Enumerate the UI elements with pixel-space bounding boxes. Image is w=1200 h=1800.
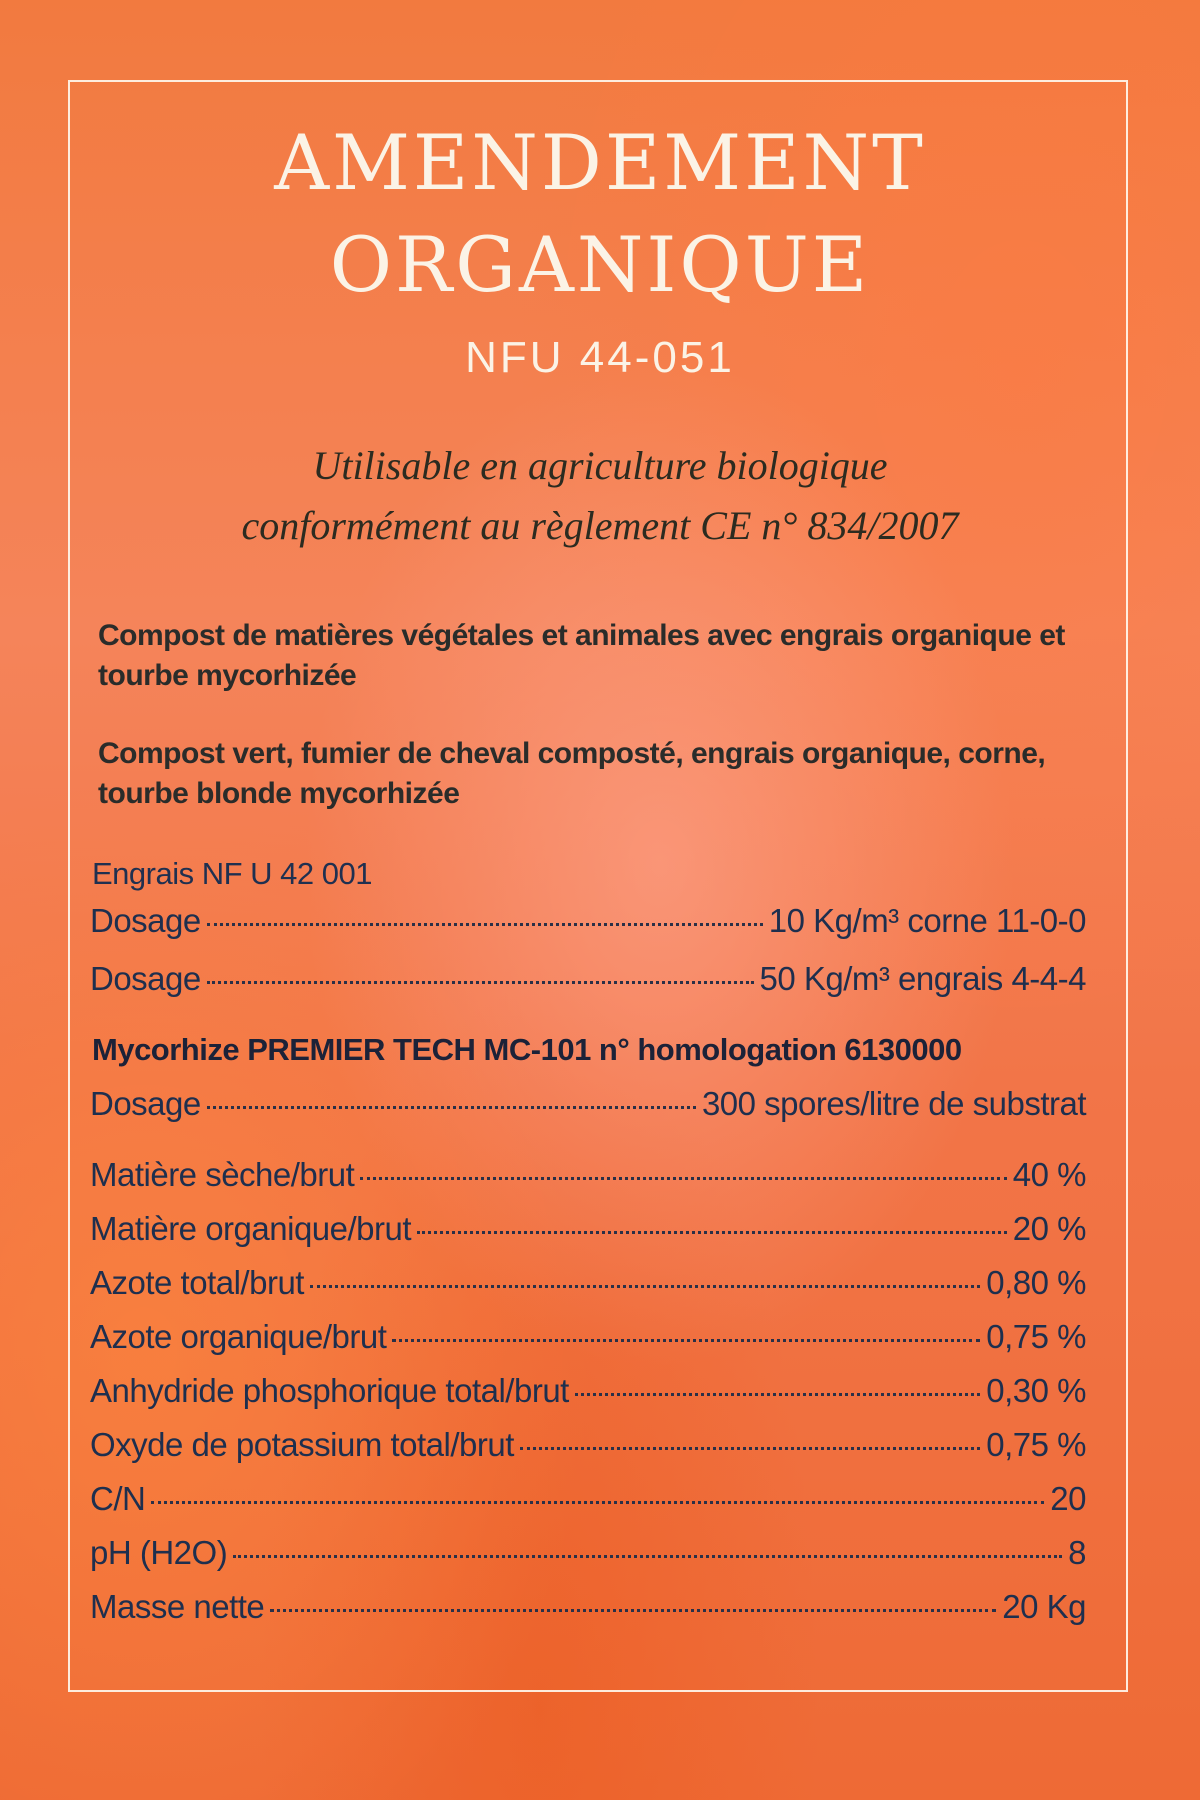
analysis-row xyxy=(90,1210,1086,1248)
dot-leader xyxy=(310,1285,980,1288)
row-value: 0,75 % xyxy=(986,1426,1086,1463)
row-value: 8 xyxy=(1068,1534,1086,1571)
row-label: Anhydride phosphorique total/brut xyxy=(90,1372,569,1409)
engrais-heading: Engrais NF U 42 001 xyxy=(92,856,372,891)
row-label: Dosage xyxy=(90,960,201,997)
engrais-row xyxy=(90,960,1086,998)
row-label: Azote organique/brut xyxy=(90,1318,387,1355)
row-value: 50 Kg/m³ engrais 4-4-4 xyxy=(759,960,1086,997)
analysis-row xyxy=(90,1318,1086,1356)
row-label: Azote total/brut xyxy=(90,1264,304,1301)
row-value: 20 Kg xyxy=(1002,1588,1086,1625)
dot-leader xyxy=(520,1447,980,1450)
analysis-row xyxy=(90,1426,1086,1464)
row-label: Matière sèche/brut xyxy=(90,1156,355,1193)
row-value: 10 Kg/m³ corne 11-0-0 xyxy=(768,902,1086,939)
dot-leader xyxy=(270,1609,996,1612)
analysis-row xyxy=(90,1534,1086,1572)
row-label: Masse nette xyxy=(90,1588,265,1625)
row-value: 20 xyxy=(1050,1480,1086,1517)
row-label: Oxyde de potassium total/brut xyxy=(90,1426,514,1463)
dot-leader xyxy=(207,923,763,926)
row-value: 20 % xyxy=(1012,1210,1086,1247)
title-line-2: ORGANIQUE xyxy=(329,220,871,309)
row-label: Dosage xyxy=(90,902,201,939)
dot-leader xyxy=(417,1231,1007,1234)
norm-code: NFU 44-051 xyxy=(465,333,735,382)
dot-leader xyxy=(207,1106,696,1109)
analysis-row xyxy=(90,1480,1086,1518)
analysis-row xyxy=(90,1372,1086,1410)
dot-leader xyxy=(392,1339,980,1342)
row-label: pH (H2O) xyxy=(90,1534,228,1571)
analysis-row xyxy=(90,1156,1086,1194)
row-value: 0,30 % xyxy=(986,1372,1086,1409)
description-ingredients: Compost vert, fumier de cheval composté, engrais organique, corne, tourbe blonde mycorhizée xyxy=(98,737,1046,810)
title-line-1: AMENDEMENT xyxy=(274,118,926,207)
dot-leader xyxy=(575,1393,980,1396)
dot-leader xyxy=(207,981,754,984)
dot-leader xyxy=(233,1555,1062,1558)
usage-line-2: conformément au règlement CE n° 834/2007 xyxy=(241,503,959,548)
analysis-row xyxy=(90,1264,1086,1302)
usage-line-1: Utilisable en agriculture biologique xyxy=(312,443,888,488)
row-label: Dosage xyxy=(90,1085,201,1122)
description-composition: Compost de matières végétales et animales avec engrais organique et tourbe mycorhizée xyxy=(98,619,1065,692)
mycorhize-row xyxy=(90,1085,1086,1123)
engrais-row xyxy=(90,902,1086,940)
mycorhize-heading: Mycorhize PREMIER TECH MC-101 n° homologation 6130000 xyxy=(92,1032,962,1067)
row-value: 0,75 % xyxy=(986,1318,1086,1355)
row-value: 40 % xyxy=(1012,1156,1086,1193)
analysis-row xyxy=(90,1588,1086,1626)
row-value: 300 spores/litre de substrat xyxy=(701,1085,1086,1122)
row-label: Matière organique/brut xyxy=(90,1210,412,1247)
row-label: C/N xyxy=(90,1480,146,1517)
dot-leader xyxy=(151,1501,1044,1504)
dot-leader xyxy=(360,1177,1006,1180)
row-value: 0,80 % xyxy=(986,1264,1086,1301)
